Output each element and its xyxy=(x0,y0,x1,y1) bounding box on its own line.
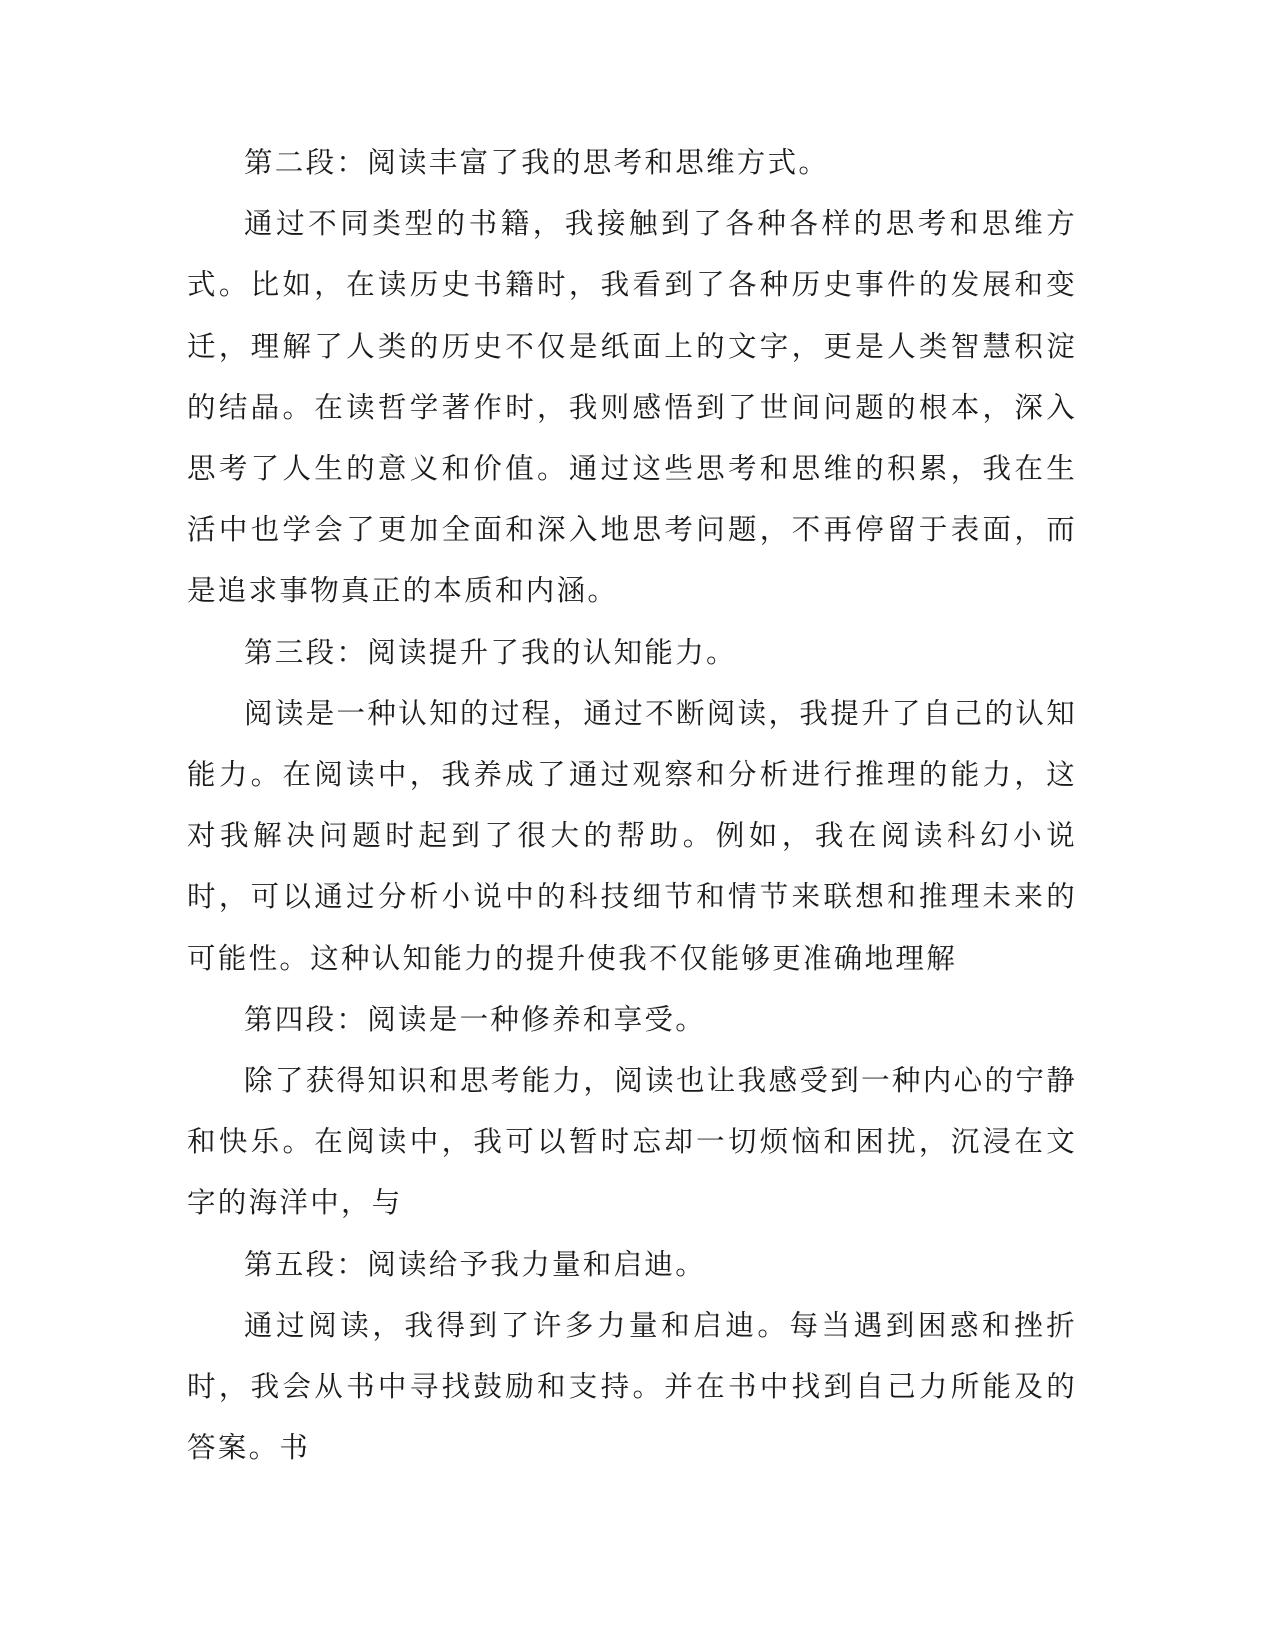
paragraph-cognition: 阅读是一种认知的过程，通过不断阅读，我提升了自己的认知能力。在阅读中，我养成了通过观察和分析进行推理的能力，这对我解决问题时起到了很大的帮助。例如，我在阅读科幻小说时，可以通过分析小说中的科技细节和情节来联想和推理未来的可能性。这种认知能力的提升使我不仅能够更准确地理解 xyxy=(187,696,1077,975)
section-heading-5: 第五段：阅读给予我力量和启迪。 xyxy=(244,1247,707,1281)
paragraph-inspiration: 通过阅读，我得到了许多力量和启迪。每当遇到困惑和挫折时，我会从书中寻找鼓励和支持。并在书中找到自己力所能及的答案。书 xyxy=(187,1308,1077,1465)
section-heading-2: 第二段：阅读丰富了我的思考和思维方式。 xyxy=(244,146,830,179)
paragraph-enjoyment: 除了获得知识和思考能力，阅读也让我感受到一种内心的宁静和快乐。在阅读中，我可以暂时忘却一切烦恼和困扰，沉浸在文字的海洋中，与 xyxy=(187,1064,1077,1220)
section-heading-3: 第三段：阅读提升了我的认知能力。 xyxy=(244,635,737,669)
section-heading-4: 第四段：阅读是一种修养和享受。 xyxy=(244,1002,707,1036)
document-body xyxy=(187,132,1077,1478)
paragraph-thinking: 通过不同类型的书籍，我接触到了各种各样的思考和思维方式。比如，在读历史书籍时，我看到了各种历史事件的发展和变迁，理解了人类的历史不仅是纸面上的文字，更是人类智慧积淀的结晶。在读哲学著作时，我则感悟到了世间问题的根本，深入思考了人生的意义和价值。通过这些思考和思维的积累，我在生活中也学会了更加全面和深入地思考问题，不再停留于表面，而是追求事物真正的本质和内涵。 xyxy=(187,207,1077,608)
